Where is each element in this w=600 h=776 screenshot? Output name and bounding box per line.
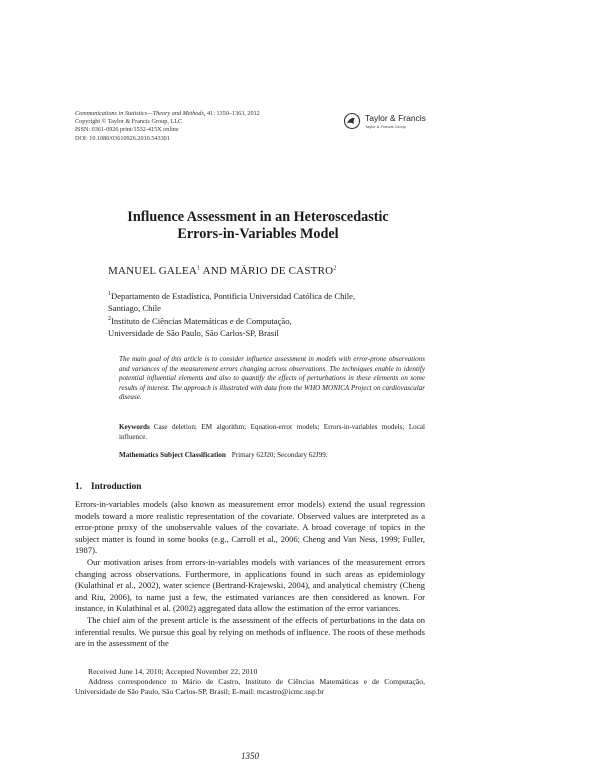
publisher-tagline: Taylor & Francis Group	[365, 124, 406, 129]
volume-pages: , 41: 1350–1363, 2012	[203, 110, 260, 117]
keywords	[119, 423, 425, 443]
body-text	[75, 499, 425, 650]
doi-line: DOI: 10.1080/03610926.2010.543301	[75, 134, 170, 142]
author-galea-affil: 1	[197, 265, 201, 272]
msc-classification	[119, 451, 425, 461]
msc-label: Mathematics Subject Classification	[119, 451, 226, 459]
section-title: Introduction	[90, 482, 142, 492]
affiliation-2	[108, 314, 438, 328]
publisher-logo-icon	[343, 112, 361, 130]
page-number: 1350	[241, 751, 259, 761]
journal-header	[75, 110, 375, 143]
journal-name: Communications in Statistics—Theory and Methods	[75, 110, 204, 117]
abstract: The main goal of this article is to consider influence assessment in models with error-prone observations and variances of the measurement errors changing across observations. The techniques enable to identify potential influential elements and also to quantify the effects of perturbations in these elements on some results of interest. The approach is illustrated with data from the WHO MONICA Project on cardiovascular disease.	[119, 355, 425, 401]
title-line-1: Influence Assessment in an Heteroscedastic	[127, 209, 389, 225]
article-title	[108, 209, 408, 243]
affiliation-1	[108, 289, 438, 303]
affiliations	[108, 289, 438, 340]
section-heading	[75, 482, 141, 492]
author-list	[108, 265, 336, 277]
publisher-logo	[343, 111, 433, 135]
keywords-text: Case deletion; EM algorithm; Equation-error models; Errors-in-variables models; Local influence.	[119, 423, 425, 441]
received-dates: Received June 14, 2010; Accepted November 22, 2010	[88, 667, 258, 676]
paragraph: Our motivation arises from errors-in-variables models with variances of the measurement errors changing across observations. Furthermore, in applications found in such areas as epidemiology (Kulathinal et al., 2002), water science (Bertrand-Krajewski, 2004), and analytical chemistry (Cheng and Riu, 2006), to name just a few, the estimated variances are then considered as known. For instance, in Kulathinal et al. (2002) aggregated data allow the estimation of the error variances.	[75, 556, 425, 614]
msc-text: Primary 62J20; Secondary 62J99.	[231, 451, 328, 459]
journal-citation	[75, 110, 375, 118]
author-de-castro-affil: 2	[333, 265, 337, 272]
paragraph: The chief aim of the present article is the assessment of the effects of perturbations in the data on inferential results. We pursue this goal by relying on methods of influence. The roots of these methods are in the assessment of the	[75, 614, 425, 649]
paragraph: Errors-in-variables models (also known as measurement error models) extend the usual regression models toward a more realistic representation of the covariate. Observed values are interpreted as a error-prone proxy of the unobservable values of the covariate. A broad coverage of topics in the subject matter is found in some books (e.g., Carroll et al., 2006; Cheng and Van Ness, 1999; Fuller, 1987).	[75, 499, 425, 556]
author-separator: AND	[200, 265, 231, 277]
affiliation-1-line-2: Santiago, Chile	[108, 302, 161, 313]
keywords-label: Keywords	[119, 423, 150, 431]
affiliation-1-mark: 1	[108, 291, 111, 297]
title-line-2: Errors-in-Variables Model	[177, 226, 339, 242]
correspondence-address: Address correspondence to Mário de Castro, Instituto de Ciências Matemáticas e de Computação, Universidade de São Paulo, São Carlos-SP, Brasil; E-mail: mcastro@icmc.usp.br	[75, 676, 425, 696]
affiliation-2-line-2: Universidade de São Paulo, São Carlos-SP, Brasil	[108, 328, 279, 339]
footnote	[75, 667, 425, 696]
section-number: 1.	[75, 482, 82, 492]
affiliation-1-line-1: Departamento de Estadística, Pontificia Universidad Católica de Chile,	[111, 290, 356, 301]
affiliation-2-mark: 2	[108, 316, 111, 323]
copyright-line: Copyright © Taylor & Francis Group, LLC	[75, 118, 183, 126]
publisher-name: Taylor & Francis	[365, 113, 426, 123]
author-de-castro: MÁRIO DE CASTRO	[230, 265, 334, 277]
issn-line: ISSN: 0361-0926 print/1532-415X online	[75, 126, 179, 134]
author-galea: MANUEL GALEA	[108, 265, 198, 277]
affiliation-2-line-1: Instituto de Ciências Matemáticas e de Computação,	[111, 316, 292, 327]
